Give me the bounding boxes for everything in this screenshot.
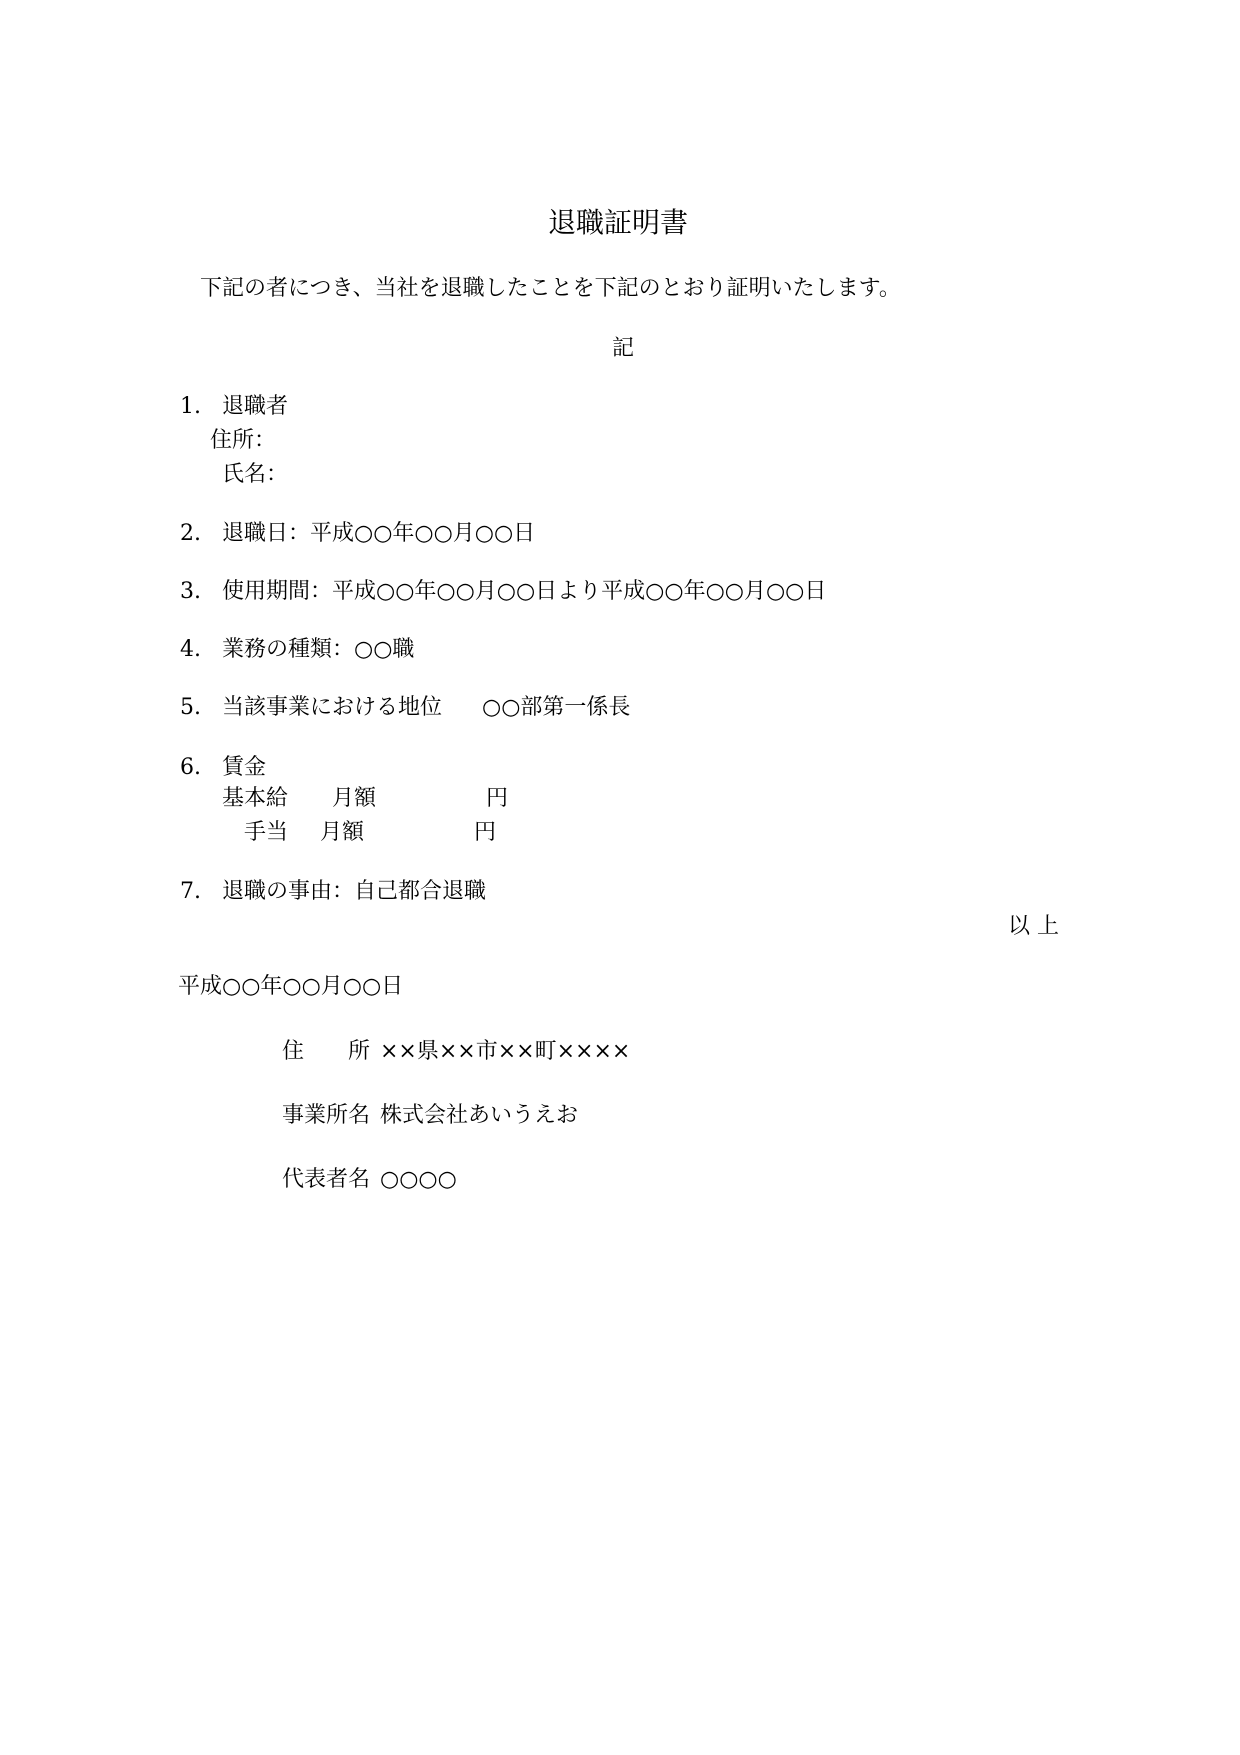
item5-label: 当該事業における地位 — [222, 695, 443, 720]
item2-text: 退職日：平成○○年○○月○○日 — [222, 521, 536, 546]
allowance-label: 手当 — [244, 820, 289, 845]
issuer-rep-label: 代表者名 — [282, 1167, 371, 1192]
allowance-period: 月額 — [320, 820, 365, 845]
issue-date: 平成○○年○○月○○日 — [178, 974, 404, 999]
item7-text: 退職の事由：自己都合退職 — [222, 879, 487, 904]
item6-label: 賃金 — [222, 755, 267, 780]
issuer-rep-value: ○○○○ — [380, 1167, 457, 1192]
base-pay-unit: 円 — [486, 786, 509, 811]
base-pay-label: 基本給 — [222, 786, 289, 811]
item3-number: 3. — [180, 579, 201, 604]
item4-text: 業務の種類：○○職 — [222, 637, 415, 662]
item5-value: ○○部第一係長 — [482, 695, 631, 720]
document-title: 退職証明書 — [548, 206, 689, 239]
item5-number: 5. — [180, 695, 201, 720]
item6-number: 6. — [180, 755, 201, 780]
item4-number: 4. — [180, 637, 201, 662]
item3-text: 使用期間：平成○○年○○月○○日より平成○○年○○月○○日 — [222, 579, 827, 604]
item7-number: 7. — [180, 879, 201, 904]
item1-number: 1. — [180, 394, 201, 419]
intro-text: 下記の者につき、当社を退職したことを下記のとおり証明いたします。 — [200, 276, 901, 301]
issuer-company-label: 事業所名 — [282, 1103, 371, 1128]
issuer-company-value: 株式会社あいうえお — [380, 1103, 579, 1128]
item1-name-label: 氏名： — [222, 462, 289, 487]
item1-label: 退職者 — [222, 394, 289, 419]
base-pay-period: 月額 — [332, 786, 377, 811]
closing-text: 以 上 — [1008, 914, 1059, 939]
allowance-unit: 円 — [474, 820, 497, 845]
item2-number: 2. — [180, 521, 201, 546]
issuer-address-label: 住 所 — [282, 1039, 371, 1064]
issuer-address-value: ××県××市××町×××× — [380, 1039, 631, 1064]
ki-heading: 記 — [612, 336, 635, 361]
item1-address-label: 住所： — [210, 428, 277, 453]
